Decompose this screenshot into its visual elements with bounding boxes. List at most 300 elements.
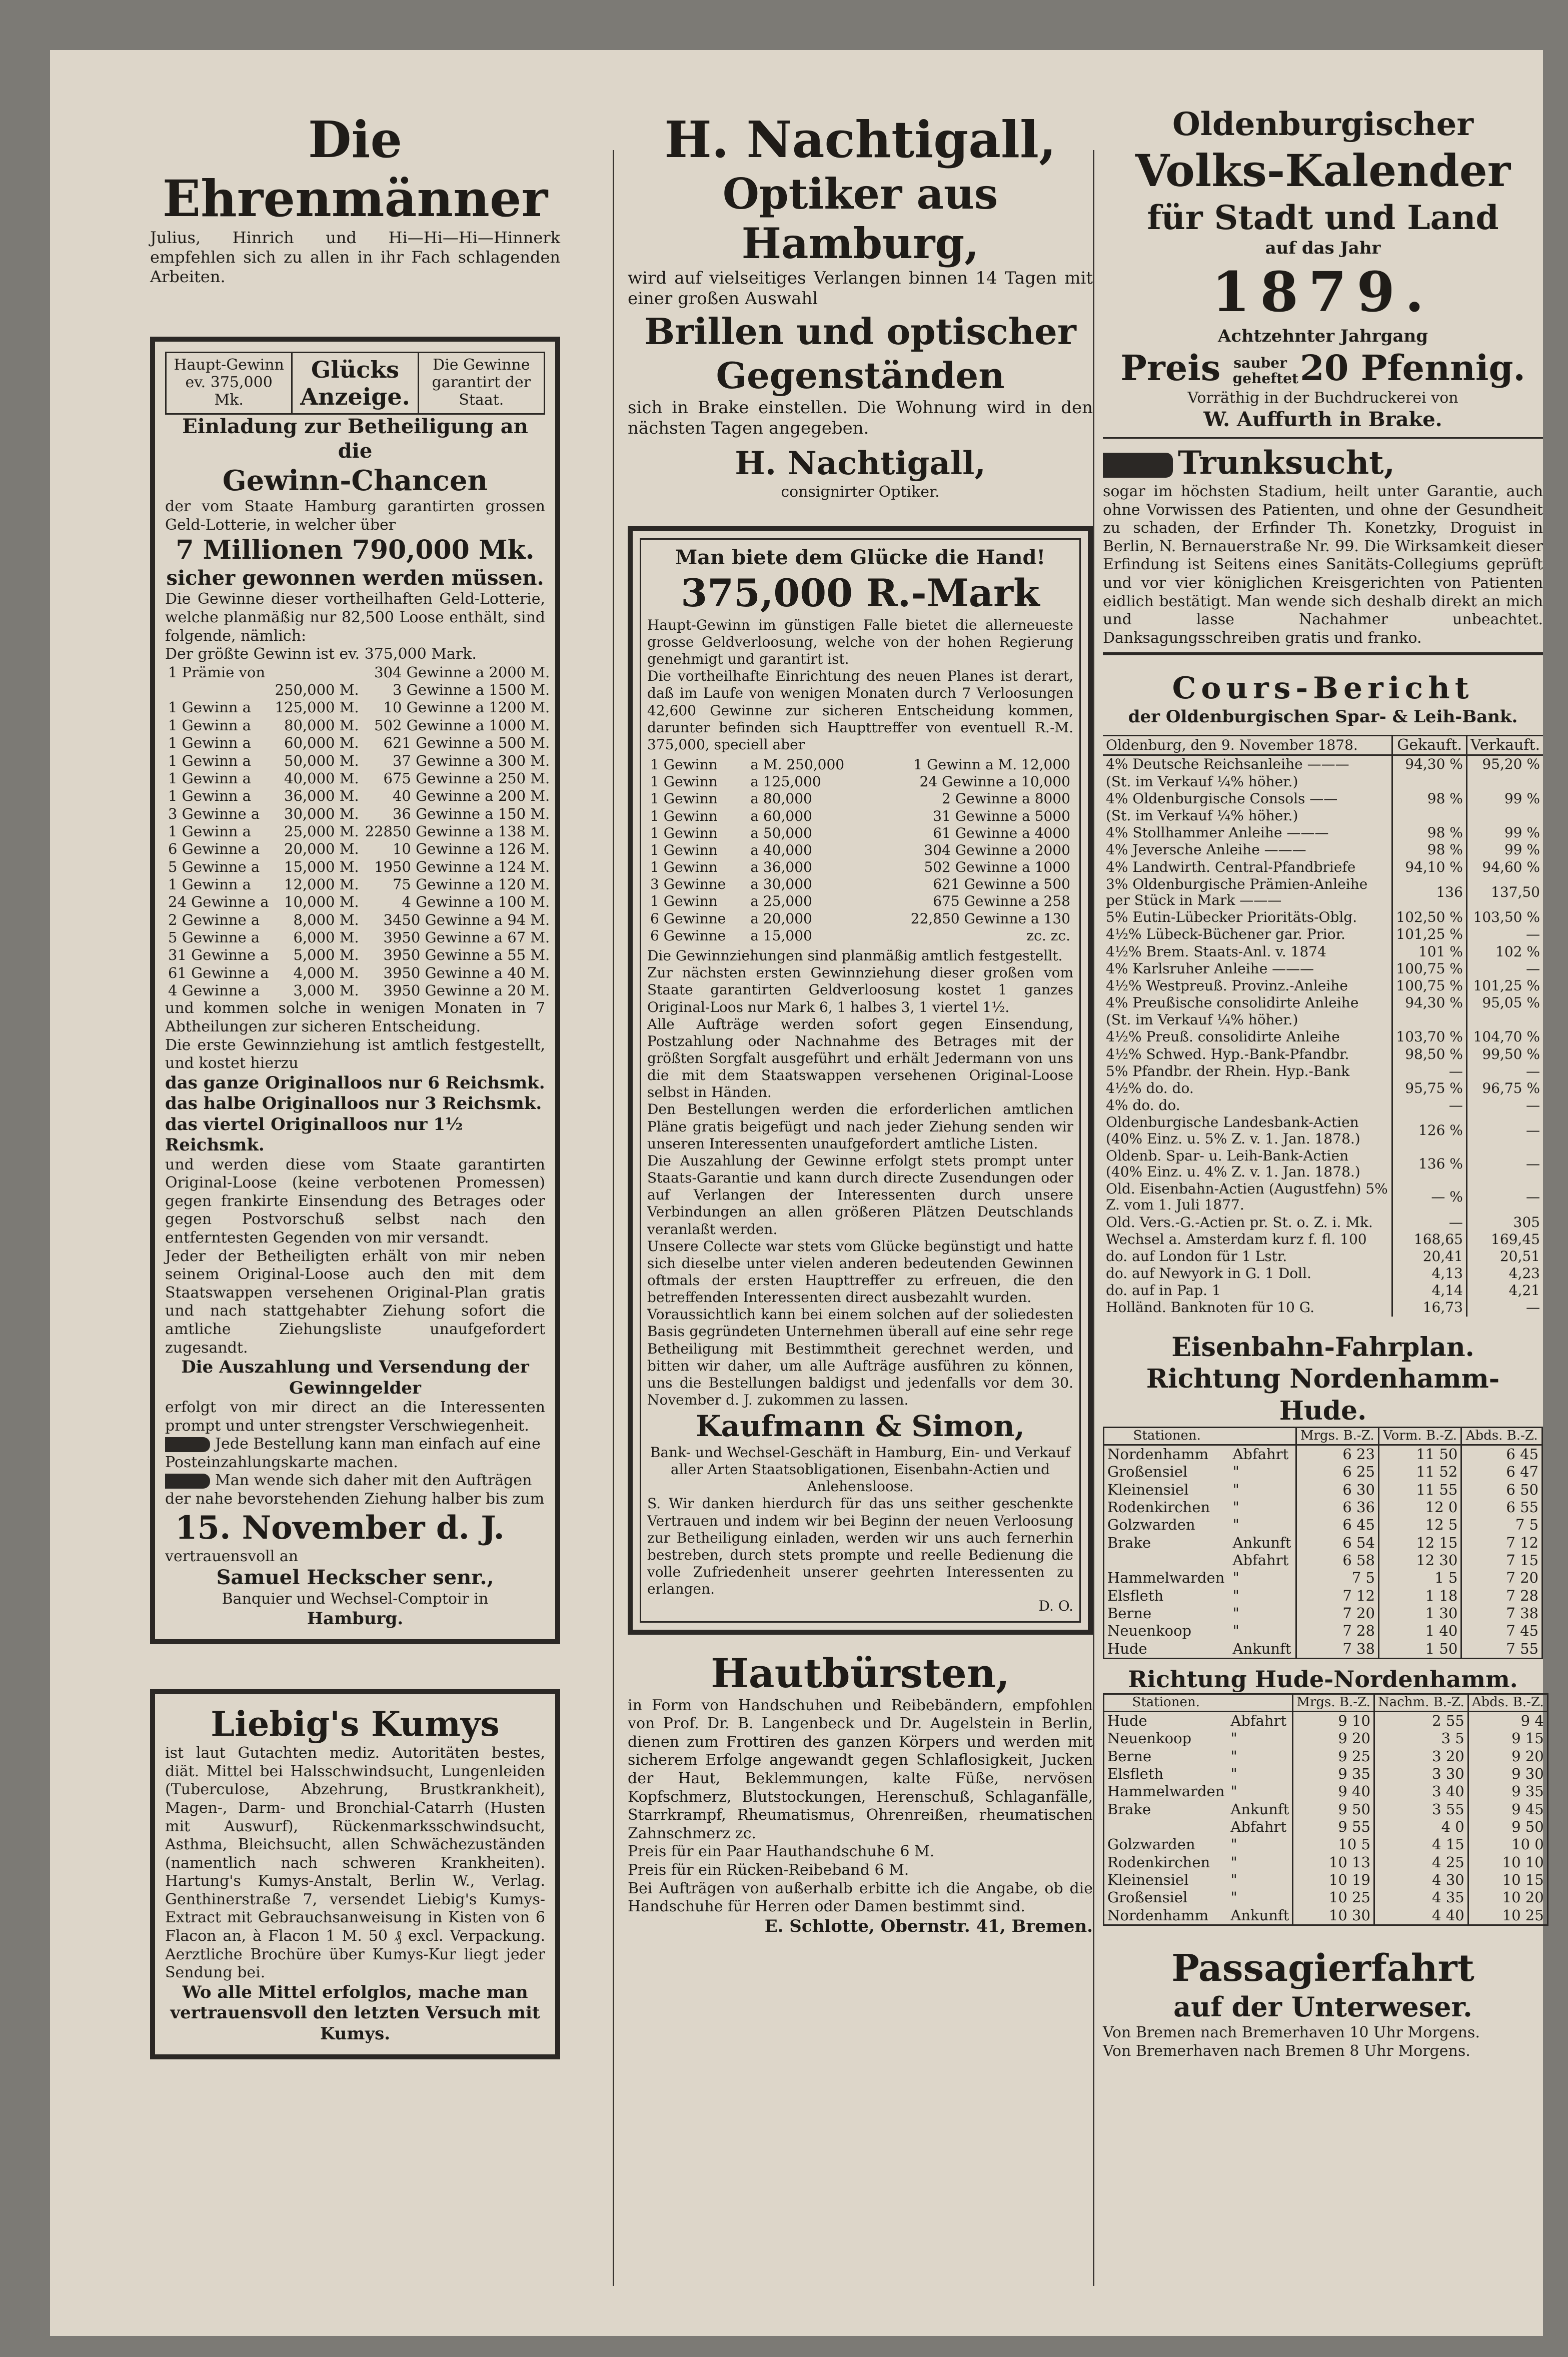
fahrplan-2-row-cell: 4 40 [1374, 1907, 1468, 1925]
cours-row [1103, 773, 1543, 790]
prize-row-cell: 3950 Gewinne a 40 M. [383, 964, 550, 981]
fahrplan-2-row-cell: Ankunft [1230, 1800, 1289, 1818]
cours-row-cell: — [1466, 1063, 1543, 1080]
cours-row-cell [1392, 773, 1466, 790]
ad-p6: und werden diese vom Staate garantirten Original-Loose (keine verbotenen Promessen) gegen frankirte Einsendung des Betrages oder gegen Postvorschuß selbst nach den entferntesten Gegenden von mir versandt. [165, 1155, 545, 1247]
haut-p2: Preis für ein Paar Hauthandschuhe 6 M. [628, 1843, 935, 1861]
fahrplan-1-row [1104, 1463, 1542, 1481]
k-prize-row-cell: 31 Gewinne a 5000 [933, 807, 1070, 824]
fahrplan-1-row-cell: " [1232, 1498, 1239, 1516]
cours-head-verkauft: Verkauft. [1466, 735, 1543, 755]
k-big: 375,000 R.-Mark [681, 571, 1040, 615]
fahrplan-1-row-cell: Ankunft [1232, 1640, 1291, 1657]
fahrplan-2-row-cell [1104, 1818, 1228, 1836]
fahrplan-1-row-cell: " [1232, 1516, 1239, 1534]
fahrplan-1-row [1104, 1534, 1542, 1552]
cours-row-cell: 168,65 [1392, 1231, 1466, 1248]
fahrplan-2-row [1104, 1818, 1548, 1836]
fahrplan-2-row-cell: " [1230, 1836, 1237, 1853]
fahrplan-1-row-cell: 1 5 [1378, 1569, 1461, 1587]
fahrplan-table-1 [1103, 1427, 1543, 1659]
trunk-text: sogar im höchsten Stadium, heilt unter Garantie, auch ohne Vorwissen des Patienten, und ohne der Gesundheit zu schaden, der Erfinder Th. Konetzky, Droguist in Berlin, N. Bernauerstraße Nr. 99. Die Wirksamkeit dieser Erfindung ist Seitens eines Sanitäts-Collegiums geprüft und vor vier königlichen Kreisgerichten von Patienten eidlich bestätigt. Man wende sich deshalb direkt an mich und lasse Nachahmer unbeachtet. Danksagungsschreiben gratis und franko. [1103, 482, 1543, 647]
lottery-ad-heckscher [150, 337, 560, 1644]
k-prize-row [647, 808, 1073, 825]
cours-row [1103, 1214, 1543, 1231]
cours-row-cell: — % [1392, 1181, 1466, 1214]
prize-row-cell: 304 Gewinne a 2000 M. [374, 663, 550, 681]
cours-row [1103, 943, 1543, 960]
haut-p3: Preis für ein Rücken-Reibeband 6 M. [628, 1861, 909, 1879]
fahr-title: Eisenbahn-Fahrplan. [1171, 1332, 1474, 1363]
fahrplan-2-head-cell: Mrgs. B.-Z. [1293, 1694, 1374, 1712]
k-p4: Zur nächsten ersten Gewinnziehung dieser großen vom Staate garantirten Geldverloosung kostet 1 ganzes Original-Loos nur Mark 6, 1 halbes 3, 1 viertel 1½. [647, 964, 1073, 1015]
cours-row-cell: 94,10 % [1392, 859, 1466, 876]
k-prize-table [647, 756, 1073, 944]
k-prize-row-cell: 1 Gewinn [650, 824, 718, 841]
cours-row-cell: 20,41 [1392, 1248, 1466, 1265]
fahrplan-2-row [1104, 1748, 1548, 1765]
fahrplan-1-row-cell: Ankunft [1232, 1534, 1291, 1551]
fahrplan-2-row-cell: 4 35 [1374, 1889, 1468, 1906]
fahrplan-2-row-cell: 9 10 [1293, 1711, 1374, 1730]
fahrplan-1-row-cell: 7 28 [1461, 1587, 1542, 1605]
fahrplan-2-row-cell: 9 20 [1293, 1730, 1374, 1747]
ad-millions: 7 Millionen 790,000 Mk. [176, 535, 535, 566]
fahrplan-2-row-cell: 3 40 [1374, 1783, 1468, 1800]
nachtigall-role: consignirter Optiker. [781, 483, 940, 501]
vk-sauber: sauber geheftet [1232, 355, 1298, 387]
k-prize-row-cell: 621 Gewinne a 500 [933, 876, 1070, 893]
k-prize-row-cell: 1 Gewinn [650, 756, 718, 773]
cours-row-cell: 4½% Preuß. consolidirte Anleihe [1106, 1028, 1340, 1045]
prize-row-cell: 15,000 M. [284, 858, 359, 875]
cours-row-cell: 4½% Brem. Staats-Anl. v. 1874 [1106, 943, 1326, 960]
prize-row-cell: 12,000 M. [284, 875, 359, 893]
prize-row-cell: 61 Gewinne a [168, 964, 269, 981]
cours-row [1103, 807, 1543, 824]
prize-row-cell: 5 Gewinne a [168, 858, 260, 875]
cours-row-cell: 102,50 % [1392, 909, 1466, 926]
cours-row-cell: 305 [1466, 1214, 1543, 1231]
fahrplan-2-row-cell: 10 10 [1468, 1854, 1547, 1871]
prize-row-cell: 621 Gewinne a 500 M. [383, 734, 550, 752]
cours-row-cell: 94,60 % [1466, 859, 1543, 876]
cours-row-cell: 95,05 % [1466, 994, 1543, 1011]
cours-row-cell: 4% Preußische consolidirte Anleihe [1106, 994, 1359, 1011]
fahrplan-2-row-cell: Neuenkoop [1107, 1730, 1192, 1747]
cours-row-cell: — [1466, 1147, 1543, 1181]
fahrplan-2-row-cell: 9 25 [1293, 1748, 1374, 1765]
prize-row-cell: 40 Gewinne a 200 M. [392, 787, 550, 805]
fahrplan-1-row-cell: 7 45 [1461, 1622, 1542, 1640]
vk-price: 20 Pfennig. [1300, 347, 1525, 389]
fahrplan-2-row [1104, 1711, 1548, 1730]
prize-row-cell: 24 Gewinne a [168, 893, 269, 911]
k-prize-row [647, 876, 1073, 893]
fahrplan-2-row [1104, 1907, 1548, 1925]
prize-row-cell: 3450 Gewinne a 94 M. [383, 911, 550, 928]
prize-row-cell: 4 Gewinne a [168, 981, 260, 999]
cours-row-cell: 4½% Schwed. Hyp.-Bank-Pfandbr. [1106, 1045, 1349, 1062]
prize-row-cell: 80,000 M. [284, 716, 359, 734]
prize-row-cell: 20,000 M. [284, 840, 359, 858]
divider [1103, 437, 1543, 439]
ad-inner [640, 538, 1081, 1622]
ad-p1: der vom Staate Hamburg garantirten grossen Geld-Lotterie, in welcher über [165, 498, 545, 534]
prize-row-cell: 8,000 M. [293, 911, 359, 928]
fahrplan-1-row-cell: 6 55 [1461, 1499, 1542, 1516]
k-prize-row-cell: 61 Gewinne a 4000 [933, 824, 1070, 841]
cours-row-cell: 99 % [1466, 824, 1543, 841]
k-prize-row-cell: 6 Gewinne [650, 910, 726, 927]
k-prize-row-cell: 304 Gewinne a 2000 [924, 841, 1070, 858]
fahrplan-2-row-cell: 3 5 [1374, 1730, 1468, 1747]
k-prize-row [647, 910, 1073, 927]
fahrplan-2-row-cell: Berne [1107, 1747, 1152, 1765]
cours-row-cell: 4½% Westpreuß. Provinz.-Anleihe [1106, 977, 1348, 994]
k-prize-row-cell: 1 Gewinn [650, 841, 718, 858]
cours-row-cell: 94,30 % [1392, 755, 1466, 773]
k-prize-row-cell: 22,850 Gewinne a 130 [910, 910, 1070, 927]
cours-row-cell: 95,75 % [1392, 1080, 1466, 1097]
cours-row-cell: Old. Vers.-G.-Actien pr. St. o. Z. i. Mk. [1106, 1214, 1373, 1231]
fahrplan-2-row [1104, 1765, 1548, 1783]
cours-row-cell [1466, 1011, 1543, 1028]
fahrplan-2-row [1104, 1783, 1548, 1800]
ad-p2: Die Gewinne dieser vortheilhaften Geld-Lotterie, welche planmäßig nur 82,500 Loose enthält, sind folgende, nämlich: [165, 590, 545, 645]
fahrplan-2-row-cell: 4 0 [1374, 1818, 1468, 1836]
newspaper-page [50, 50, 1543, 2336]
prize-row-cell: 3 Gewinne a 1500 M. [392, 681, 550, 699]
cours-row-cell [1466, 773, 1543, 790]
fahrplan-1-row-cell: " [1232, 1622, 1239, 1640]
k-prize-row-cell: 1 Gewinn a M. 12,000 [913, 756, 1070, 773]
fahrplan-1-row [1104, 1569, 1542, 1587]
cours-row-cell: — [1466, 960, 1543, 977]
k-prize-row-cell: a 30,000 [750, 876, 812, 893]
column-3 [1103, 105, 1543, 2060]
k-p2: Die vortheilhafte Einrichtung des neuen Planes ist derart, daß im Laufe von wenigen Monaten durch 7 Verloosungen 42,600 Gewinne zur sicheren Entscheidung kommen, darunter befinden sich Haupttreffer von eventuell R.-M. 375,000, speciell aber [647, 668, 1073, 753]
prize-row-cell: 1 Gewinn a [168, 787, 251, 805]
k-prize-row-cell: 2 Gewinne a 8000 [942, 790, 1070, 807]
fahrplan-1-body [1104, 1427, 1542, 1658]
cours-row-cell: 4% Jeversche Anleihe ——— [1106, 841, 1306, 858]
k-prize-row [647, 842, 1073, 859]
k-p5: Alle Aufträge werden sofort gegen Einsendung, Postzahlung oder Nachnahme des Betrages mit der größten Sorgfalt ausgeführt und erhält Jedermann von uns die mit dem Staatswappen versehenen Original-Loose selbst in Händen. [647, 1015, 1073, 1101]
cours-row-cell: 96,75 % [1466, 1080, 1543, 1097]
k-dd: D. O. [1038, 1598, 1073, 1615]
prize-row-cell: 1 Gewinn a [168, 769, 251, 787]
fahrplan-1-row [1104, 1640, 1542, 1659]
fahrplan-2-row-cell: 10 25 [1293, 1889, 1374, 1906]
prize-row [165, 964, 553, 982]
fahrplan-2-row-cell: 10 5 [1293, 1836, 1374, 1853]
cours-row-cell: 126 % [1392, 1114, 1466, 1147]
vk-pub: W. Auffurth in Brake. [1203, 408, 1442, 432]
cours-row-cell: (St. im Verkauf ¼% höher.) [1106, 1011, 1298, 1028]
cours-row-cell [1466, 807, 1543, 824]
k-p1: Haupt-Gewinn im günstigen Falle bietet die allerneueste grosse Geldverloosung, welche von der hohen Regierung genehmigt und garantirt ist. [647, 616, 1073, 668]
k-prize-row-cell: a 25,000 [750, 893, 812, 910]
k-prize-row [647, 756, 1073, 773]
prize-row-cell: 4 Gewinne a 100 M. [402, 893, 550, 911]
ad-sicher: sicher gewonnen werden müssen. [166, 566, 544, 590]
fahrplan-2-head [1104, 1694, 1548, 1712]
cours-row-cell: 4% Landwirth. Central-Pfandbriefe [1106, 858, 1356, 875]
fahrplan-1-row-cell: 6 23 [1296, 1445, 1378, 1463]
cours-row-cell: 137,50 [1466, 876, 1543, 909]
prize-row-cell: 40,000 M. [284, 769, 359, 787]
cours-row-cell: — [1466, 926, 1543, 943]
nachtigall-sign: H. Nachtigall, [735, 444, 986, 482]
fahrplan-2-row-cell: 10 25 [1468, 1907, 1547, 1925]
fahrplan-2-row-cell: 2 55 [1374, 1711, 1468, 1730]
k-prize-row-cell: 675 Gewinne a 258 [933, 893, 1070, 910]
ad-p10-row [165, 1435, 545, 1472]
fahrplan-1-row-cell [1104, 1552, 1230, 1569]
fahrplan-2-row-cell: 10 30 [1293, 1907, 1374, 1925]
prize-row [165, 893, 553, 911]
vk-title4: auf das Jahr [1265, 238, 1381, 258]
fahrplan-2-row-cell: " [1230, 1747, 1237, 1765]
k-prize-row-cell: zc. zc. [1026, 927, 1070, 944]
fahrplan-1-row-cell: Berne [1107, 1604, 1152, 1622]
k-prize-row-cell: a 40,000 [750, 841, 812, 858]
fahrplan-1-row [1104, 1445, 1542, 1463]
haut-title: Hautbürsten, [711, 1649, 1010, 1697]
k-prize-row-cell: a M. 250,000 [750, 756, 845, 773]
fahrplan-1-row-cell: 12 5 [1378, 1516, 1461, 1534]
cours-head-row [1103, 735, 1543, 755]
cours-row-cell: 169,45 [1466, 1231, 1543, 1248]
k-prize-row-cell: 1 Gewinn [650, 773, 718, 790]
pointing-hand-icon [1103, 453, 1173, 478]
kaufmann-simon-ad [628, 526, 1093, 1634]
cours-row [1103, 1063, 1543, 1080]
ad-p12: vertrauensvoll an [165, 1547, 299, 1565]
pass-l2: Von Bremerhaven nach Bremen 8 Uhr Morgens. [1103, 2042, 1470, 2060]
fahrplan-1-row [1104, 1481, 1542, 1499]
fahrplan-1-row-cell: 12 15 [1378, 1534, 1461, 1552]
fahrplan-1-row-cell: Hammelwarden [1107, 1569, 1225, 1587]
haut-text: in Form von Handschuhen und Reibebändern, empfohlen von Prof. Dr. B. Langenbeck und Dr. Augelstein in Berlin, dienen zum Frottiren des ganzen Körpers und werden mit sicherem Erfolge angewandt gegen Schlaflosigkeit, Jucken der Haut, Beklemmungen, kalte Füße, nervösen Kopfschmerz, Blutstockungen, Herenschuß, Schlaganfälle, Starrkrampf, Rheumatismus, Ohrenreißen, rheumatischen Zahnschmerz zc. [628, 1696, 1093, 1842]
cours-row-cell: 136 [1392, 876, 1466, 909]
fahrplan-1-row-cell: 1 50 [1378, 1640, 1461, 1659]
fahrplan-2-row-cell: 9 20 [1468, 1748, 1547, 1765]
fahrplan-2-row-cell: Abfahrt [1230, 1712, 1287, 1729]
cours-row-cell: 98 % [1392, 841, 1466, 858]
fahrplan-1-row-cell: Kleinensiel [1107, 1481, 1189, 1498]
k-p10: S. Wir danken hierdurch für das uns seither geschenkte Vertrauen und indem wir bei Beginn der neuen Verloosung zur Betheiligung einladen, werden wir uns auch fernerhin bestreben, durch stets prompte und reelle Bedienung die volle Zufriedenheit unserer geehrten Interessenten zu erlangen. [647, 1495, 1073, 1598]
cours-row-cell: do. auf London für 1 Lstr. [1106, 1248, 1287, 1265]
liebig-title: Liebig's Kumys [211, 1704, 500, 1745]
cours-row-cell: — [1392, 1214, 1466, 1231]
prize-row-cell: 3 Gewinne a [168, 805, 260, 822]
cours-row-cell: — [1466, 1299, 1543, 1316]
cours-row-cell: Old. Eisenbahn-Actien (Augustfehn) 5% Z. vom 1. Juli 1877. [1106, 1181, 1388, 1214]
fahrplan-1-row-cell: " [1232, 1481, 1239, 1498]
ad-sign: Samuel Heckscher senr., [216, 1566, 494, 1590]
cours-row-cell: (St. im Verkauf ¼% höher.) [1106, 773, 1298, 790]
ad-date: 15. November d. J. [175, 1509, 505, 1547]
fahrplan-1-row-cell: Hude [1107, 1640, 1147, 1657]
ad-l2: das halbe Originalloos nur 3 Reichsmk. [165, 1093, 542, 1114]
fahrplan-2-row-cell: 4 30 [1374, 1871, 1468, 1889]
fahrplan-1-row-cell: 7 20 [1296, 1605, 1378, 1622]
prize-row-cell: 6,000 M. [293, 928, 359, 946]
k-prize-row [647, 893, 1073, 910]
fahrplan-1-row [1104, 1587, 1542, 1605]
cours-row [1103, 824, 1543, 841]
cours-row-cell: 4½% do. do. [1106, 1080, 1194, 1096]
fahrplan-2-row-cell: 9 35 [1293, 1765, 1374, 1783]
fahrplan-2-row-cell: 9 4 [1468, 1711, 1547, 1730]
fahrplan-2-row [1104, 1730, 1548, 1747]
ad-p4: und kommen solche in wenigen Monaten in 7 Abtheilungen zur sicheren Entscheidung. [165, 999, 545, 1035]
k-sign: Kaufmann & Simon, [696, 1409, 1025, 1444]
k-prize-row-cell: a 20,000 [750, 910, 812, 927]
prize-row [165, 946, 553, 964]
cours-row [1103, 1265, 1543, 1282]
fahrplan-1-row-cell: 11 52 [1378, 1463, 1461, 1481]
fahrplan-2-row-cell: 9 35 [1468, 1783, 1547, 1800]
cours-row-cell: 4% do. do. [1106, 1097, 1180, 1114]
fahrplan-2-body [1104, 1694, 1548, 1925]
fahrplan-2-row-cell: Golzwarden [1107, 1836, 1195, 1853]
fahrplan-1-row [1104, 1622, 1542, 1640]
divider [1103, 652, 1543, 655]
prize-row [165, 787, 553, 805]
prize-row-cell: 22850 Gewinne a 138 M. [365, 822, 550, 840]
cours-row-cell: — [1466, 1181, 1543, 1214]
ehren-text: Julius, Hinrich und Hi—Hi—Hi—Hinnerk empfehlen sich zu allen in ihr Fach schlagenden Arbeiten. [150, 228, 560, 287]
cours-row-cell: 4,13 [1392, 1265, 1466, 1282]
prize-row [165, 717, 553, 734]
prize-row-cell: 250,000 M. [275, 681, 359, 699]
cours-row-cell: do. auf in Pap. 1 [1106, 1282, 1221, 1299]
cours-row-cell [1392, 1011, 1466, 1028]
fahrplan-2-head-cell: Nachm. B.-Z. [1374, 1694, 1468, 1712]
ad-p8: Die Auszahlung und Versendung der Gewinngelder [181, 1357, 529, 1398]
k-prize-row [647, 790, 1073, 807]
fahrplan-1-row-cell: Großensiel [1107, 1463, 1188, 1481]
cours-row [1103, 790, 1543, 807]
ehren-title: Die Ehrenmänner [162, 110, 548, 228]
fahrplan-1-row-cell: 11 50 [1378, 1445, 1461, 1463]
prize-row-cell: 502 Gewinne a 1000 M. [374, 716, 550, 734]
vk-preis: Preis [1120, 347, 1221, 389]
cours-row-cell: 95,20 % [1466, 755, 1543, 773]
prize-row [165, 664, 553, 681]
fahrplan-1-row-cell: 7 12 [1461, 1534, 1542, 1552]
pointing-hand-icon [165, 1437, 210, 1452]
cours-row-cell: 98,50 % [1392, 1046, 1466, 1063]
fahrplan-1-head-cell: Abds. B.-Z. [1461, 1427, 1542, 1445]
cours-row [1103, 1147, 1543, 1181]
fahrplan-1-row-cell: 6 45 [1296, 1516, 1378, 1534]
fahrplan-2-row-cell: " [1230, 1730, 1237, 1747]
prize-row-cell: 75 Gewinne a 120 M. [392, 875, 550, 893]
prize-table [165, 664, 553, 1000]
k-prize-row-cell: 24 Gewinne a 10,000 [919, 773, 1070, 790]
k-sign2: Bank- und Wechsel-Geschäft in Hamburg, Ein- und Verkauf aller Arten Staatsobligationen, Eisenbahn-Actien und Anlehensloose. [650, 1444, 1071, 1495]
column-rule [613, 150, 614, 2286]
k-prize-row-cell: 6 Gewinne [650, 927, 726, 944]
fahrplan-2-row-cell: " [1230, 1783, 1237, 1800]
nachtigall-big: Brillen und optischer Gegenständen [644, 310, 1076, 397]
vk-title3: für Stadt und Land [1147, 198, 1499, 238]
cours-row-cell: Oldenburgische Landesbank-Actien (40% Einz. u. 5% Z. v. 1. Jan. 1878.) [1106, 1114, 1360, 1147]
prize-row-cell: 5 Gewinne a [168, 928, 260, 946]
cours-row-cell: Holländ. Banknoten für 10 G. [1106, 1299, 1315, 1316]
fahrplan-1-row-cell: " [1232, 1463, 1239, 1481]
ad-p11: Man wende sich daher mit den Aufträgen der nahe bevorstehenden Ziehung halber bis zum [165, 1472, 545, 1508]
cours-row-cell: — [1392, 1097, 1466, 1114]
fahrplan-1-row-cell: 6 54 [1296, 1534, 1378, 1552]
prize-row [165, 911, 553, 929]
k-prize-row-cell: 1 Gewinn [650, 807, 718, 824]
fahrplan-1-row-cell: Brake [1107, 1534, 1151, 1551]
cours-row-cell: 4½% Lübeck-Büchener gar. Prior. [1106, 926, 1345, 943]
fahrplan-1-row-cell: Abfahrt [1232, 1551, 1289, 1569]
k-prize-row [647, 773, 1073, 790]
pointing-hand-icon [165, 1474, 210, 1489]
fahrplan-2-row-cell: 4 25 [1374, 1854, 1468, 1871]
fahrplan-2-row-cell: Kleinensiel [1107, 1871, 1189, 1889]
pass-sub: auf der Unterweser. [1173, 1991, 1472, 2023]
cours-row [1103, 1231, 1543, 1248]
fahrplan-2-row-cell: " [1230, 1765, 1237, 1782]
fahrplan-1-head [1104, 1427, 1542, 1445]
fahrplan-1-row-cell: 6 30 [1296, 1481, 1378, 1499]
prize-row-cell: 36,000 M. [284, 787, 359, 805]
vk-title1: Oldenburgischer [1172, 106, 1474, 143]
cours-row-cell: 5% Eutin-Lübecker Prioritäts-Oblg. [1106, 909, 1357, 926]
ad-p3: Der größte Gewinn ist ev. 375,000 Mark. [165, 645, 477, 663]
fahrplan-1-row-cell: 7 20 [1461, 1569, 1542, 1587]
liebig-kumys-ad [150, 1689, 560, 2059]
cours-row [1103, 1248, 1543, 1265]
prize-row-cell: 10 Gewinne a 126 M. [392, 840, 550, 858]
prize-row [165, 681, 553, 699]
fahrplan-2-row-cell: Hammelwarden [1107, 1783, 1225, 1800]
haut-sign: E. Schlotte, Obernstr. 41, Bremen. [764, 1916, 1093, 1936]
cours-head-gekauft: Gekauft. [1392, 735, 1466, 755]
ad-p10: Jede Bestellung kann man einfach auf eine Posteinzahlungskarte machen. [165, 1435, 541, 1471]
cours-row [1103, 1011, 1543, 1028]
cours-row-cell: do. auf Newyork in G. 1 Doll. [1106, 1265, 1311, 1282]
k-prize-row-cell: 3 Gewinne [650, 876, 726, 893]
cours-row-cell: 99,50 % [1466, 1046, 1543, 1063]
cours-row [1103, 841, 1543, 858]
cours-row [1103, 909, 1543, 926]
fahrplan-1-row-cell: 6 45 [1461, 1445, 1542, 1463]
fahrplan-1-row-cell: " [1232, 1569, 1239, 1587]
prize-row-cell: 125,000 M. [275, 699, 359, 716]
fahrplan-2-head-cell: Abds. B.-Z. [1468, 1694, 1547, 1712]
cours-row [1103, 1282, 1543, 1299]
ad-header-left: Haupt-Gewinn ev. 375,000 Mk. [167, 353, 293, 413]
fahrplan-2-row-cell: 10 13 [1293, 1854, 1374, 1871]
cours-row-cell: — [1392, 1063, 1466, 1080]
prize-table-body [165, 664, 553, 1000]
fahrplan-2-row-cell: 9 30 [1468, 1765, 1547, 1783]
fahrplan-2-row-cell: Großensiel [1107, 1889, 1188, 1906]
cours-row-cell: 100,75 % [1392, 960, 1466, 977]
fahrplan-1-head-cell: Stationen. [1104, 1427, 1230, 1445]
prize-row-cell: 1 Gewinn a [168, 822, 251, 840]
cours-row-cell: Oldenb. Spar- u. Leih-Bank-Actien (40% Einz. u. 4% Z. v. 1. Jan. 1878.) [1106, 1147, 1360, 1180]
